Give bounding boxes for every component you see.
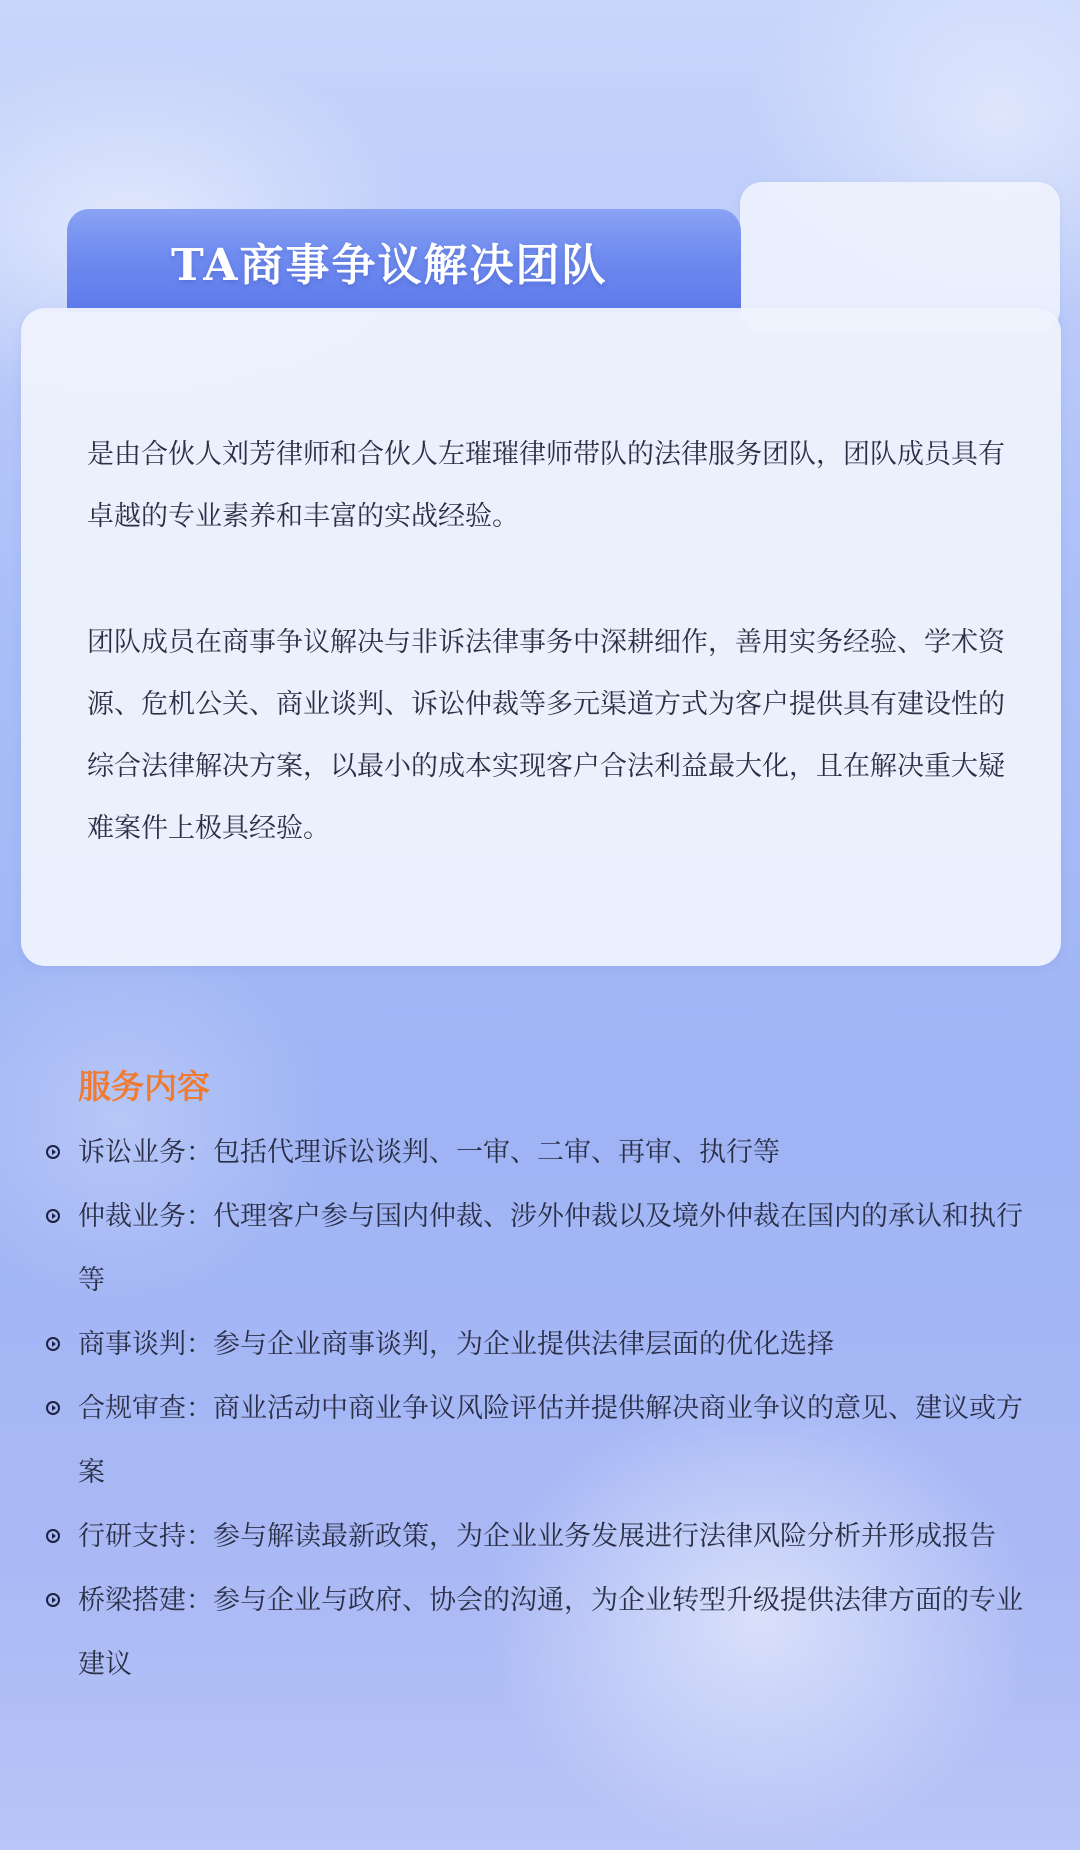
service-item	[42, 1313, 1042, 1377]
circle-arrow-icon	[46, 1209, 60, 1223]
service-item	[42, 1569, 1042, 1697]
circle-arrow-icon	[46, 1529, 60, 1543]
team-title: TA商事争议解决团队	[171, 239, 608, 291]
team-intro-card	[21, 308, 1061, 966]
service-item-text: 行研支持：参与解读最新政策，为企业业务发展进行法律风险分析并形成报告	[78, 1521, 996, 1552]
circle-arrow-icon	[46, 1593, 60, 1607]
service-item	[42, 1185, 1042, 1313]
service-item	[42, 1377, 1042, 1505]
service-item	[42, 1121, 1042, 1185]
intro-paragraph: 团队成员在商事争议解决与非诉法律事务中深耕细作，善用实务经验、学术资源、危机公关、商业谈判、诉讼仲裁等多元渠道方式为客户提供具有建设性的综合法律解决方案，以最小的成本实现客户合法利益最大化，且在解决重大疑难案件上极具经验。	[87, 627, 1005, 844]
service-item	[42, 1505, 1042, 1569]
service-item-text: 仲裁业务：代理客户参与国内仲裁、涉外仲裁以及境外仲裁在国内的承认和执行等	[78, 1201, 1023, 1296]
circle-arrow-icon	[46, 1145, 60, 1159]
circle-arrow-icon	[46, 1337, 60, 1351]
service-item-text: 诉讼业务：包括代理诉讼谈判、一审、二审、再审、执行等	[78, 1137, 780, 1168]
team-title-tab	[67, 209, 741, 312]
circle-arrow-icon	[46, 1401, 60, 1415]
service-item-text: 商事谈判：参与企业商事谈判，为企业提供法律层面的优化选择	[78, 1329, 834, 1360]
service-item-text: 合规审查：商业活动中商业争议风险评估并提供解决商业争议的意见、建议或方案	[78, 1393, 1023, 1488]
intro-paragraph: 是由合伙人刘芳律师和合伙人左璀璀律师带队的法律服务团队，团队成员具有卓越的专业素养和丰富的实战经验。	[87, 439, 1005, 532]
services-heading: 服务内容	[78, 1067, 210, 1106]
service-list	[42, 1121, 1042, 1697]
service-item-text: 桥梁搭建：参与企业与政府、协会的沟通，为企业转型升级提供法律方面的专业建议	[78, 1585, 1023, 1680]
